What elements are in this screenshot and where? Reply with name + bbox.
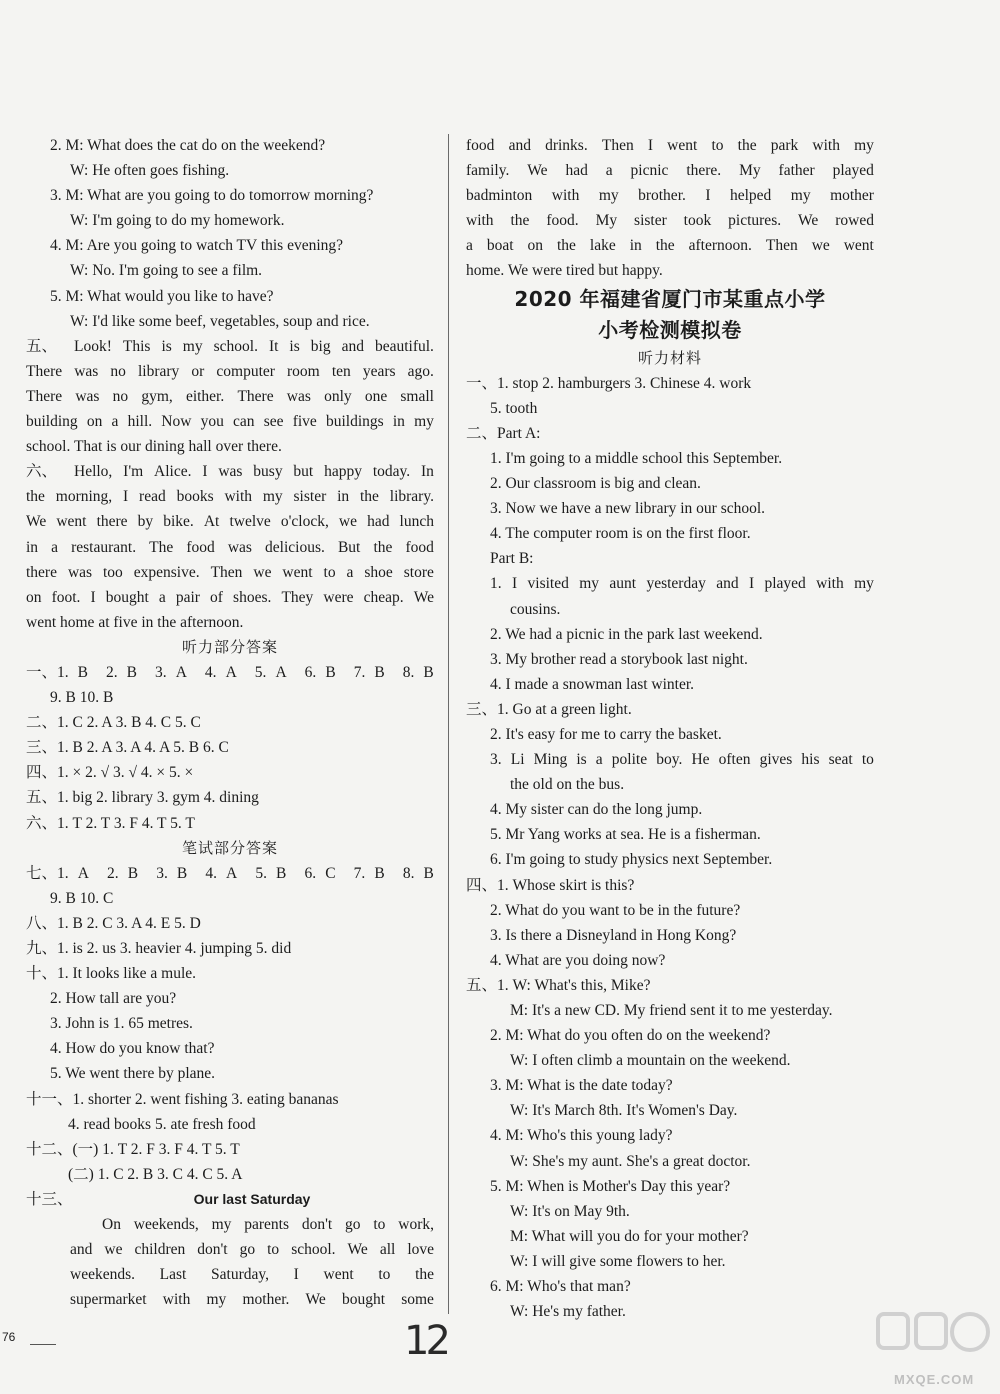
left-text-line: went home at five in the afternoon. [26, 613, 244, 631]
right-text-line: 三、1. Go at a green light. [466, 700, 632, 718]
left-text-line [26, 459, 434, 484]
left-text-line: 4. read books 5. ate fresh food [68, 1115, 256, 1133]
left-text-line: 二、1. C 2. A 3. B 4. C 5. C [26, 714, 201, 732]
right-text-line: 5. M: When is Mother's Day this year? [490, 1177, 731, 1195]
section-number: 五、 [26, 337, 58, 355]
right-text-line: Part B: [490, 550, 534, 568]
right-text-line: 6. I'm going to study physics next September. [490, 851, 773, 869]
right-text-line: 2020 年福建省厦门市某重点小学 [514, 286, 826, 311]
right-text-line: food and drinks. Then I went to the park with my [466, 137, 874, 154]
right-text-line: 听力材料 [637, 348, 702, 367]
right-text-line: family. We had a picnic there. My father played [466, 162, 874, 180]
right-text-line: W: It's March 8th. It's Women's Day. [510, 1102, 738, 1120]
right-text-line: 3. Is there a Disneyland in Hong Kong? [490, 926, 737, 944]
right-text-line: 1. I visited my aunt yesterday and I played with my [490, 575, 874, 593]
line-text: Our last Saturday [193, 1190, 311, 1207]
left-text-line: and we children don't go to school. We all love [70, 1241, 434, 1259]
left-text-line: 3. M: What are you going to do tomorrow morning? [50, 187, 374, 205]
left-text-line: 3. John is 1. 65 metres. [50, 1015, 193, 1033]
right-text-line: the old on the bus. [510, 776, 625, 794]
left-text-line: W: I'm going to do my homework. [70, 212, 285, 230]
right-text-line: 3. Li Ming is a polite boy. He often gives his seat to [490, 751, 874, 769]
left-text-line: W: He often goes fishing. [70, 162, 230, 180]
right-text-line: a boat on the lake in the afternoon. Then we went [466, 237, 874, 255]
right-text-line: home. We were tired but happy. [466, 262, 663, 280]
left-text-line: 七、1. A 2. B 3. B 4. A 5. B 6. C 7. B 8. B [26, 864, 434, 882]
right-text-line: 4. What are you doing now? [490, 951, 666, 969]
left-text-line: 听力部分答案 [181, 637, 278, 656]
right-text-line: M: What will you do for your mother? [510, 1227, 749, 1245]
left-text-line: building on a hill. Now you can see five buildings in my [26, 413, 434, 431]
left-text-line: There was no library or computer room ten years ago. [26, 362, 434, 380]
left-text-line: 五、1. big 2. library 3. gym 4. dining [26, 789, 259, 807]
left-text-line: On weekends, my parents don't go to work, [102, 1216, 434, 1234]
left-text-line: school. That is our dining hall over there. [26, 438, 282, 456]
left-text-line: in a restaurant. The food was delicious. But the food [26, 538, 434, 556]
left-text-line: supermarket with my mother. We bought some [70, 1291, 434, 1309]
left-text-line: 笔试部分答案 [181, 838, 278, 857]
left-text-line: 2. How tall are you? [50, 990, 177, 1008]
right-text-line: W: It's on May 9th. [510, 1202, 630, 1220]
right-column [466, 133, 874, 1324]
left-text-line: 八、1. B 2. C 3. A 4. E 5. D [26, 914, 201, 932]
left-text-line: 十二、(一) 1. T 2. F 3. F 4. T 5. T [26, 1140, 240, 1158]
right-text-line: 2. We had a picnic in the park last weekend. [490, 625, 763, 643]
right-text-line: 2. Our classroom is big and clean. [490, 475, 701, 493]
right-text-line: 4. The computer room is on the first floor. [490, 525, 751, 543]
left-text-line: W: I'd like some beef, vegetables, soup and rice. [70, 312, 370, 330]
left-text-line: the morning, I read books with my sister in the library. [26, 488, 434, 506]
line-text: Hello, I'm Alice. I was busy but happy today. In [74, 463, 434, 481]
right-text-line: 二、Part A: [466, 424, 541, 442]
right-text-line: M: It's a new CD. My friend sent it to me yesterday. [510, 1002, 833, 1019]
left-text-line: 四、1. × 2. √ 3. √ 4. × 5. × [26, 764, 194, 782]
left-text-line: 十三、 Our last Saturday [26, 1187, 434, 1212]
right-text-line: 1. I'm going to a middle school this September. [490, 449, 783, 467]
left-text-line: 十一、1. shorter 2. went fishing 3. eating bananas [26, 1090, 339, 1108]
watermark-text: MXQE.COM [894, 1372, 975, 1387]
right-text-line: W: I often climb a mountain on the weekend. [510, 1052, 791, 1070]
right-text-line: 5. Mr Yang works at sea. He is a fisherman. [490, 826, 761, 844]
left-text-line: 2. M: What does the cat do on the weekend? [50, 137, 326, 154]
right-text-line: W: She's my aunt. She's a great doctor. [510, 1152, 751, 1170]
right-text-line: 3. M: What is the date today? [490, 1077, 673, 1095]
left-column [26, 133, 434, 1312]
right-text-line: 3. My brother read a storybook last night. [490, 650, 748, 668]
left-text-line: weekends. Last Saturday, I went to the [70, 1266, 434, 1284]
right-text-line: 小考检测模拟卷 [598, 317, 742, 342]
right-text-line: 2. It's easy for me to carry the basket. [490, 725, 722, 743]
column-divider [448, 134, 449, 1314]
right-text-line: 4. My sister can do the long jump. [490, 801, 703, 819]
left-text-line: There was no gym, either. There was only one small [26, 387, 434, 405]
page-number: 76 [2, 1330, 16, 1344]
left-text-line: (二) 1. C 2. B 3. C 4. C 5. A [68, 1165, 243, 1183]
right-text-line: 6. M: Who's that man? [490, 1278, 631, 1296]
right-text-line: 2. M: What do you often do on the weekend? [490, 1027, 771, 1045]
section-number: 六、 [26, 463, 58, 481]
left-text-line: 5. M: What would you like to have? [50, 287, 274, 305]
left-text-line: 十、1. It looks like a mule. [26, 965, 197, 983]
left-text-line: 4. M: Are you going to watch TV this evening? [50, 237, 344, 255]
right-text-line: W: He's my father. [510, 1303, 626, 1321]
right-text-line: W: I will give some flowers to her. [510, 1252, 726, 1270]
left-text-line: We went there by bike. At twelve o'clock, we had lunch [26, 513, 434, 531]
left-text-line: on foot. I bought a pair of shoes. They were cheap. We [26, 588, 434, 606]
right-text-line: cousins. [510, 600, 561, 618]
right-text-line: 五、1. W: What's this, Mike? [466, 976, 651, 994]
right-text-line: 5. tooth [490, 399, 538, 417]
right-text-line: 3. Now we have a new library in our school. [490, 500, 766, 518]
left-text-line: 九、1. is 2. us 3. heavier 4. jumping 5. did [26, 940, 292, 957]
left-text-line: 5. We went there by plane. [50, 1065, 216, 1083]
left-text-line: 9. B 10. C [50, 889, 114, 907]
left-text-line: 4. How do you know that? [50, 1040, 215, 1058]
right-text-line: 四、1. Whose skirt is this? [466, 876, 635, 894]
left-text-line: 9. B 10. B [50, 689, 114, 707]
right-text-line: 4. M: Who's this young lady? [490, 1127, 673, 1145]
right-text-line: 4. I made a snowman last winter. [490, 675, 695, 693]
left-text-line: there was too expensive. Then we went to a shoe store [26, 563, 434, 581]
right-text-line: with the food. My sister took pictures. We rowed [466, 212, 874, 230]
left-text-line: 三、1. B 2. A 3. A 4. A 5. B 6. C [26, 739, 229, 757]
right-text-line: badminton with my brother. I helped my mother [466, 187, 874, 205]
left-text-line: 六、1. T 2. T 3. F 4. T 5. T [26, 814, 195, 832]
left-text-line: W: No. I'm going to see a film. [70, 262, 263, 280]
handwritten-note: 12 [404, 1318, 447, 1364]
left-text-line [26, 334, 434, 359]
right-text-line: 2. What do you want to be in the future? [490, 901, 741, 919]
line-text: Look! This is my school. It is big and beautiful. [74, 337, 434, 355]
left-text-line: 一、1. B 2. B 3. A 4. A 5. A 6. B 7. B 8. B [26, 663, 434, 681]
right-text-line: 一、1. stop 2. hamburgers 3. Chinese 4. work [466, 374, 752, 392]
page-number-rule [30, 1344, 56, 1345]
